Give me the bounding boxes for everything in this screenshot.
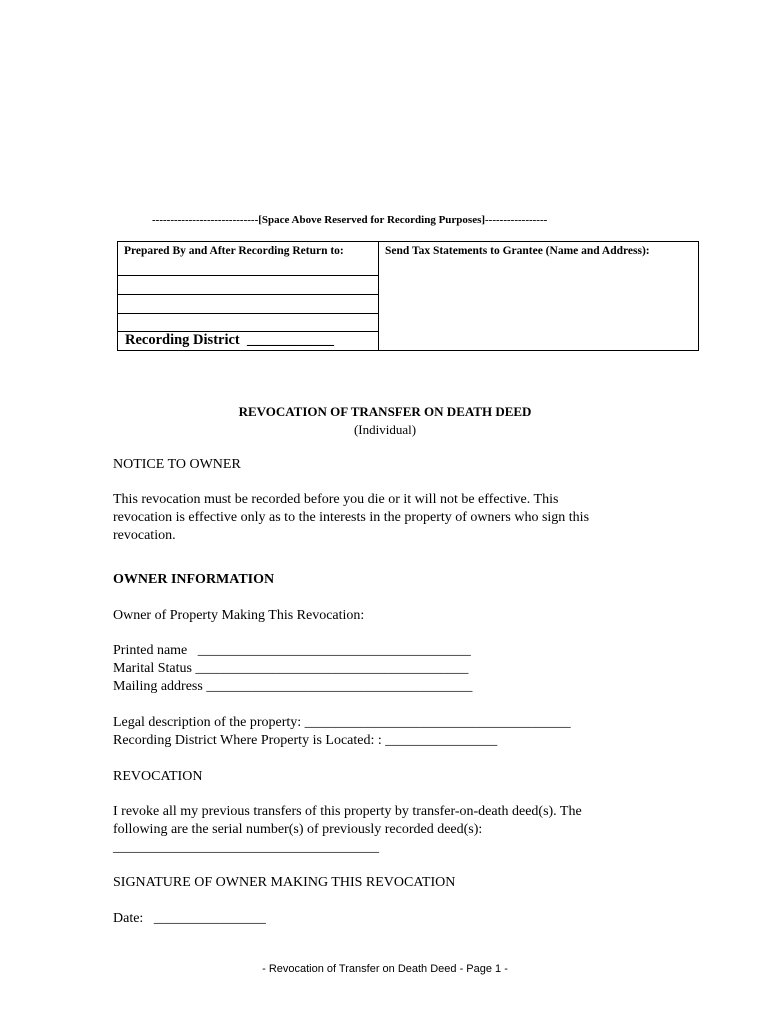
printed-name-field: Printed name _______________________________________ xyxy=(113,643,471,658)
document-subtitle: (Individual) xyxy=(353,422,417,437)
document-title: REVOCATION OF TRANSFER ON DEATH DEED xyxy=(238,404,532,419)
send-tax-label: Send Tax Statements to Grantee (Name and Address): xyxy=(385,245,650,257)
revocation-line-1: I revoke all my previous transfers of this property by transfer-on-death deed(s). The xyxy=(113,804,582,819)
mailing-address-field: Mailing address ______________________________________ xyxy=(113,679,473,694)
return-address-line-3 xyxy=(118,313,378,314)
prepared-by-label: Prepared By and After Recording Return to: xyxy=(124,245,344,257)
owner-info-heading: OWNER INFORMATION xyxy=(113,572,275,587)
recording-district-label: Recording District ____________ xyxy=(125,332,335,348)
return-address-line-2 xyxy=(118,294,378,295)
signature-heading: SIGNATURE OF OWNER MAKING THIS REVOCATION xyxy=(113,875,456,890)
notice-line-2: revocation is effective only as to the interests in the property of owners who sign this xyxy=(113,510,590,525)
revocation-heading: REVOCATION xyxy=(113,769,203,784)
date-field: Date: ________________ xyxy=(113,911,266,926)
reserved-space-notice: -----------------------------[Space Above Reserved for Recording Purposes]----------------- xyxy=(152,214,548,226)
notice-line-1: This revocation must be recorded before you die or it will not be effective. This xyxy=(113,492,559,507)
marital-status-field: Marital Status _______________________________________ xyxy=(113,661,469,676)
revocation-line-2: following are the serial number(s) of previously recorded deed(s): xyxy=(113,822,483,837)
page-footer: - Revocation of Transfer on Death Deed - Page 1 - xyxy=(262,963,508,975)
legal-description-field: Legal description of the property: ______________________________________ xyxy=(113,715,571,730)
owner-intro: Owner of Property Making This Revocation: xyxy=(113,608,365,623)
property-recording-district-field: Recording District Where Property is Located: : ________________ xyxy=(113,733,498,748)
return-address-line-1 xyxy=(118,275,378,276)
prepared-by-box xyxy=(117,241,379,351)
send-tax-box xyxy=(378,241,699,351)
notice-heading: NOTICE TO OWNER xyxy=(113,457,241,472)
notice-line-3: revocation. xyxy=(113,528,176,543)
serial-number-blank: ______________________________________ xyxy=(113,840,379,855)
